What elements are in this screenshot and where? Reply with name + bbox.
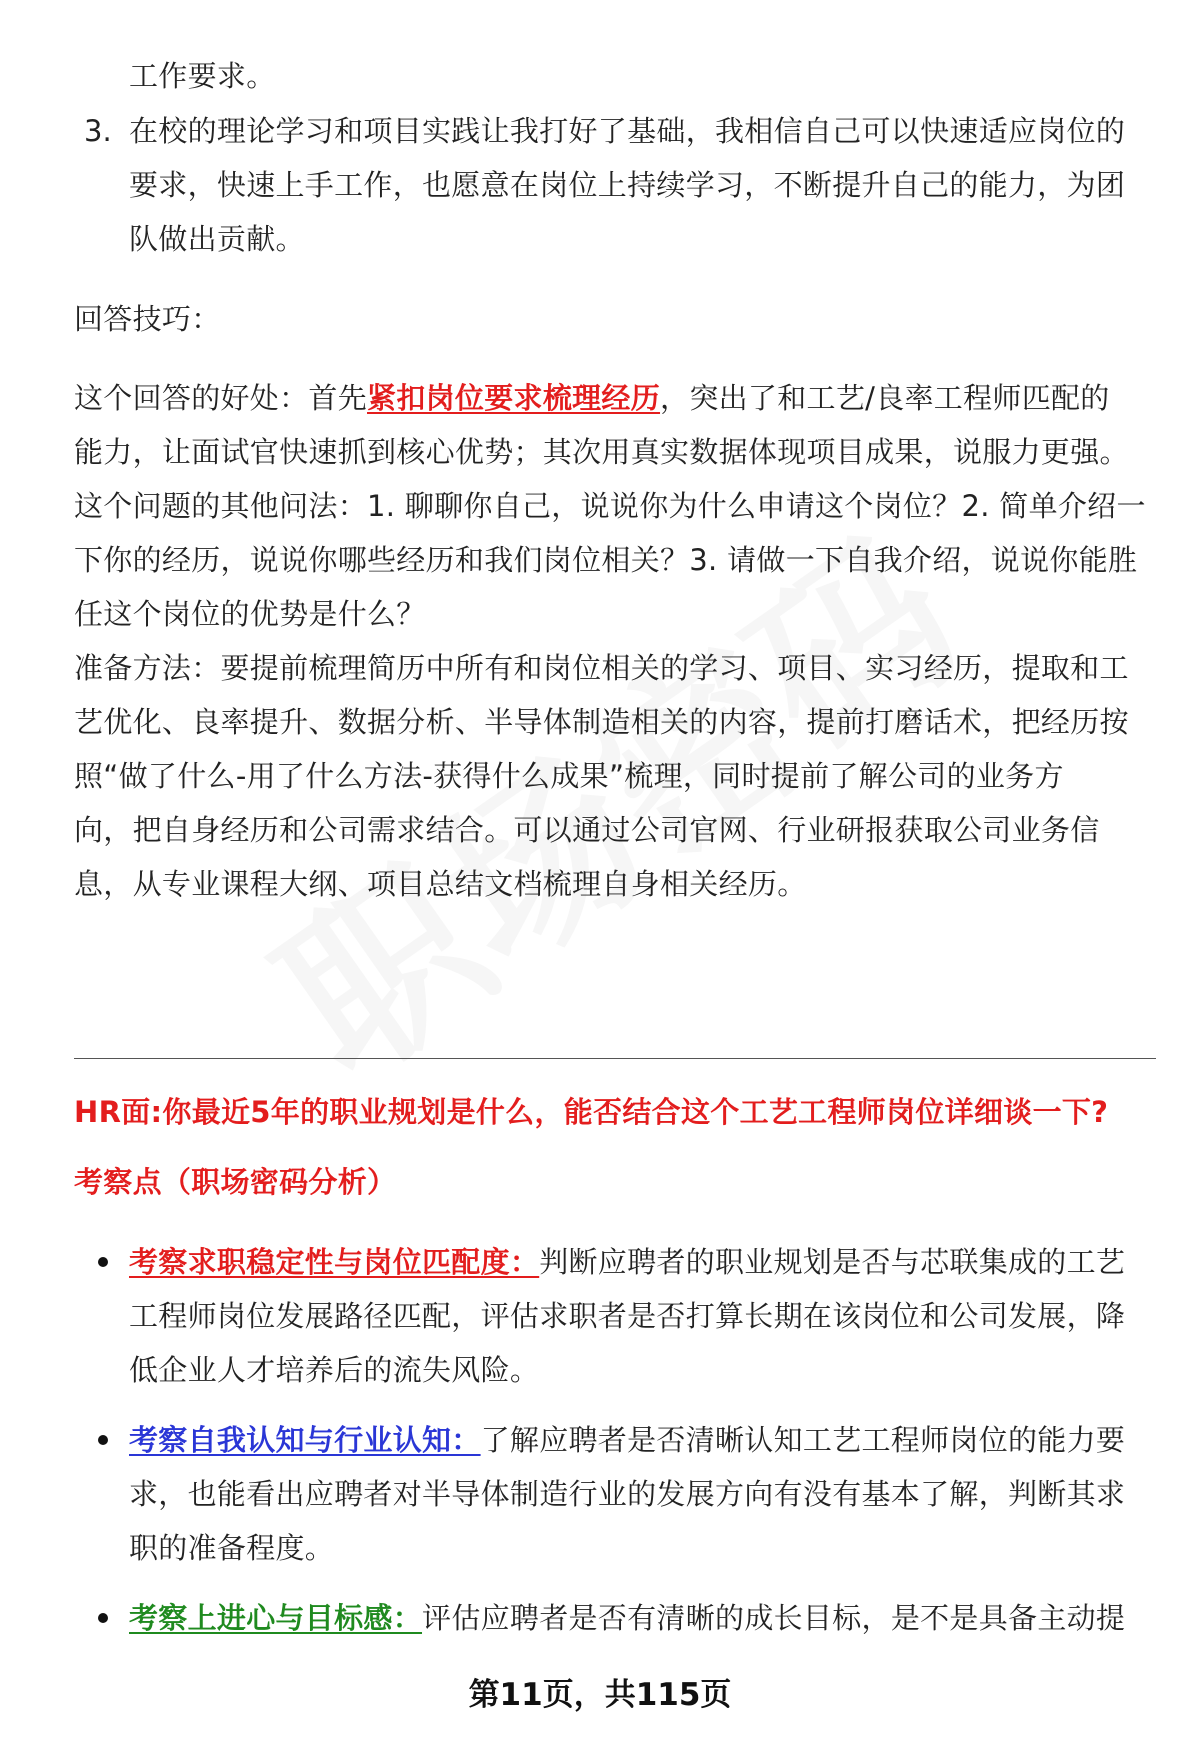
list-number: 3. bbox=[84, 114, 112, 148]
page-footer: 第11页，共115页 bbox=[468, 1677, 732, 1713]
section-title: 考察点（职场密码分析） bbox=[74, 1165, 397, 1199]
point-line: 工程师岗位发展路径匹配，评估求职者是否打算长期在该岗位和公司发展，降 bbox=[129, 1299, 1126, 1333]
list-item-line: 在校的理论学习和项目实践让我打好了基础，我相信自己可以快速适应岗位的 bbox=[129, 114, 1126, 148]
point-label: 考察上进心与目标感： bbox=[129, 1601, 423, 1635]
section-divider bbox=[74, 1058, 1156, 1059]
point-line bbox=[129, 1598, 1200, 1638]
point-line: 求，也能看出应聘者对半导体制造行业的发展方向有没有基本了解，判断其求 bbox=[129, 1477, 1126, 1511]
point-text: 评估应聘者是否有清晰的成长目标，是不是具备主动提 bbox=[422, 1601, 1126, 1635]
point-text: 判断应聘者的职业规划是否与芯联集成的工艺 bbox=[539, 1245, 1126, 1279]
point-label: 考察自我认知与行业认知： bbox=[129, 1423, 481, 1457]
benefit-suffix: ，突出了和工艺/良率工程师匹配的 bbox=[660, 381, 1110, 415]
question-title: HR面:你最近5年的职业规划是什么，能否结合这个工艺工程师岗位详细谈一下? bbox=[74, 1095, 1109, 1129]
prep-method-line: 向，把自身经历和公司需求结合。可以通过公司官网、行业研报获取公司业务信 bbox=[74, 813, 1100, 847]
point-line bbox=[129, 1242, 1200, 1282]
tips-label: 回答技巧： bbox=[74, 302, 221, 336]
other-questions-line: 任这个岗位的优势是什么？ bbox=[74, 597, 426, 631]
list-item-line: 要求，快速上手工作，也愿意在岗位上持续学习，不断提升自己的能力，为团 bbox=[129, 168, 1126, 202]
prep-method-line: 艺优化、良率提升、数据分析、半导体制造相关的内容，提前打磨话术，把经历按 bbox=[74, 705, 1129, 739]
point-line: 职的准备程度。 bbox=[129, 1531, 335, 1565]
benefit-highlight: 紧扣岗位要求梳理经历 bbox=[367, 381, 661, 415]
point-label: 考察求职稳定性与岗位匹配度： bbox=[129, 1245, 540, 1279]
point-text: 了解应聘者是否清晰认知工艺工程师岗位的能力要 bbox=[480, 1423, 1126, 1457]
benefit-prefix: 这个回答的好处：首先 bbox=[74, 381, 368, 415]
prep-method-line: 照“做了什么-用了什么方法-获得什么成果”梳理，同时提前了解公司的业务方 bbox=[74, 759, 1064, 793]
list-item-line: 队做出贡献。 bbox=[129, 222, 305, 256]
prep-method-line: 准备方法：要提前梳理简历中所有和岗位相关的学习、项目、实习经历，提取和工 bbox=[74, 651, 1129, 685]
bullet-dot bbox=[98, 1613, 108, 1623]
point-line: 低企业人才培养后的流失风险。 bbox=[129, 1353, 540, 1387]
benefit-line bbox=[74, 378, 1154, 418]
other-questions-line: 下你的经历，说说你哪些经历和我们岗位相关？3. 请做一下自我介绍，说说你能胜 bbox=[74, 543, 1138, 577]
prep-method-line: 息，从专业课程大纲、项目总结文档梳理自身相关经历。 bbox=[74, 867, 807, 901]
continuation-text: 工作要求。 bbox=[129, 59, 276, 93]
point-line bbox=[129, 1420, 1200, 1460]
other-questions-line: 这个问题的其他问法：1. 聊聊你自己，说说你为什么申请这个岗位？2. 简单介绍一 bbox=[74, 489, 1146, 523]
bullet-dot bbox=[98, 1257, 108, 1267]
bullet-dot bbox=[98, 1435, 108, 1445]
benefit-line-2: 能力，让面试官快速抓到核心优势；其次用真实数据体现项目成果，说服力更强。 bbox=[74, 435, 1129, 469]
